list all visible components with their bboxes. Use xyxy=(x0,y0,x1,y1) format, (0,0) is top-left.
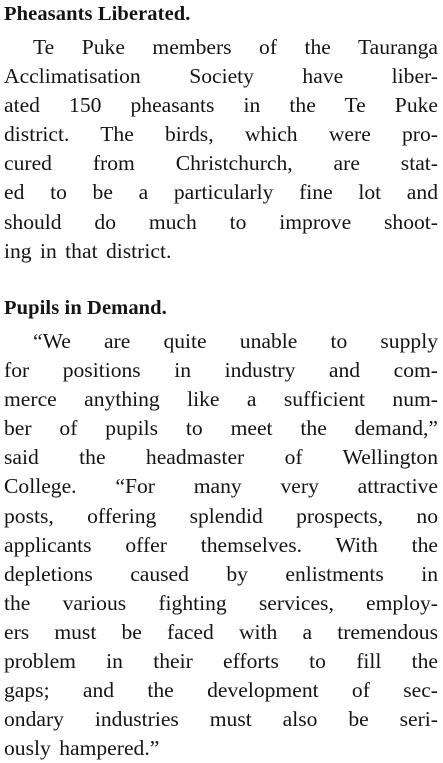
article-text-line: problem in their efforts to fill the xyxy=(4,649,438,674)
article-text-line: ing in that district. xyxy=(4,238,172,263)
article-pupils-in-demand xyxy=(4,294,440,763)
article-text-line: said the headmaster of Wellington xyxy=(4,445,438,470)
article-text-line: ated 150 pheasants in the Te Puke xyxy=(4,93,438,118)
article-text-line: ed to be a particularly fine lot and xyxy=(4,180,438,205)
article-headline: Pheasants Liberated. xyxy=(4,3,191,25)
article-text-line: Te Puke members of the Tauranga xyxy=(33,35,438,59)
article-text-line: gaps; and the development of sec- xyxy=(4,678,438,703)
article-body xyxy=(4,327,440,763)
article-text-line: ondary industries must also be seri- xyxy=(4,707,438,732)
article-text-line: posts, offering splendid prospects, no xyxy=(4,503,438,528)
article-text-line: should do much to improve shoot- xyxy=(4,209,438,234)
article-text-line: applicants offer themselves. With the xyxy=(4,532,438,557)
article-text-line: Acclimatisation Society have liber- xyxy=(4,64,438,89)
article-body xyxy=(4,33,440,266)
article-text-line: district. The birds, which were pro- xyxy=(4,122,438,147)
article-pheasants-liberated xyxy=(4,0,440,266)
article-headline: Pupils in Demand. xyxy=(4,297,167,319)
article-text-line: for positions in industry and com- xyxy=(4,358,438,383)
article-text-line: College. “For many very attractive xyxy=(4,474,438,499)
article-text-line: cured from Christchurch, are stat- xyxy=(4,151,438,176)
article-text-line: ers must be faced with a tremendous xyxy=(4,619,438,644)
article-text-line: the various fighting services, employ- xyxy=(4,590,438,615)
article-text-line: ously hampered.” xyxy=(4,736,160,761)
article-text-line: ber of pupils to meet the demand,” xyxy=(4,416,438,441)
article-text-line: merce anything like a sufficient num- xyxy=(4,387,438,412)
article-text-line: “We are quite unable to supply xyxy=(33,329,438,353)
article-text-line: depletions caused by enlistments in xyxy=(4,561,438,586)
